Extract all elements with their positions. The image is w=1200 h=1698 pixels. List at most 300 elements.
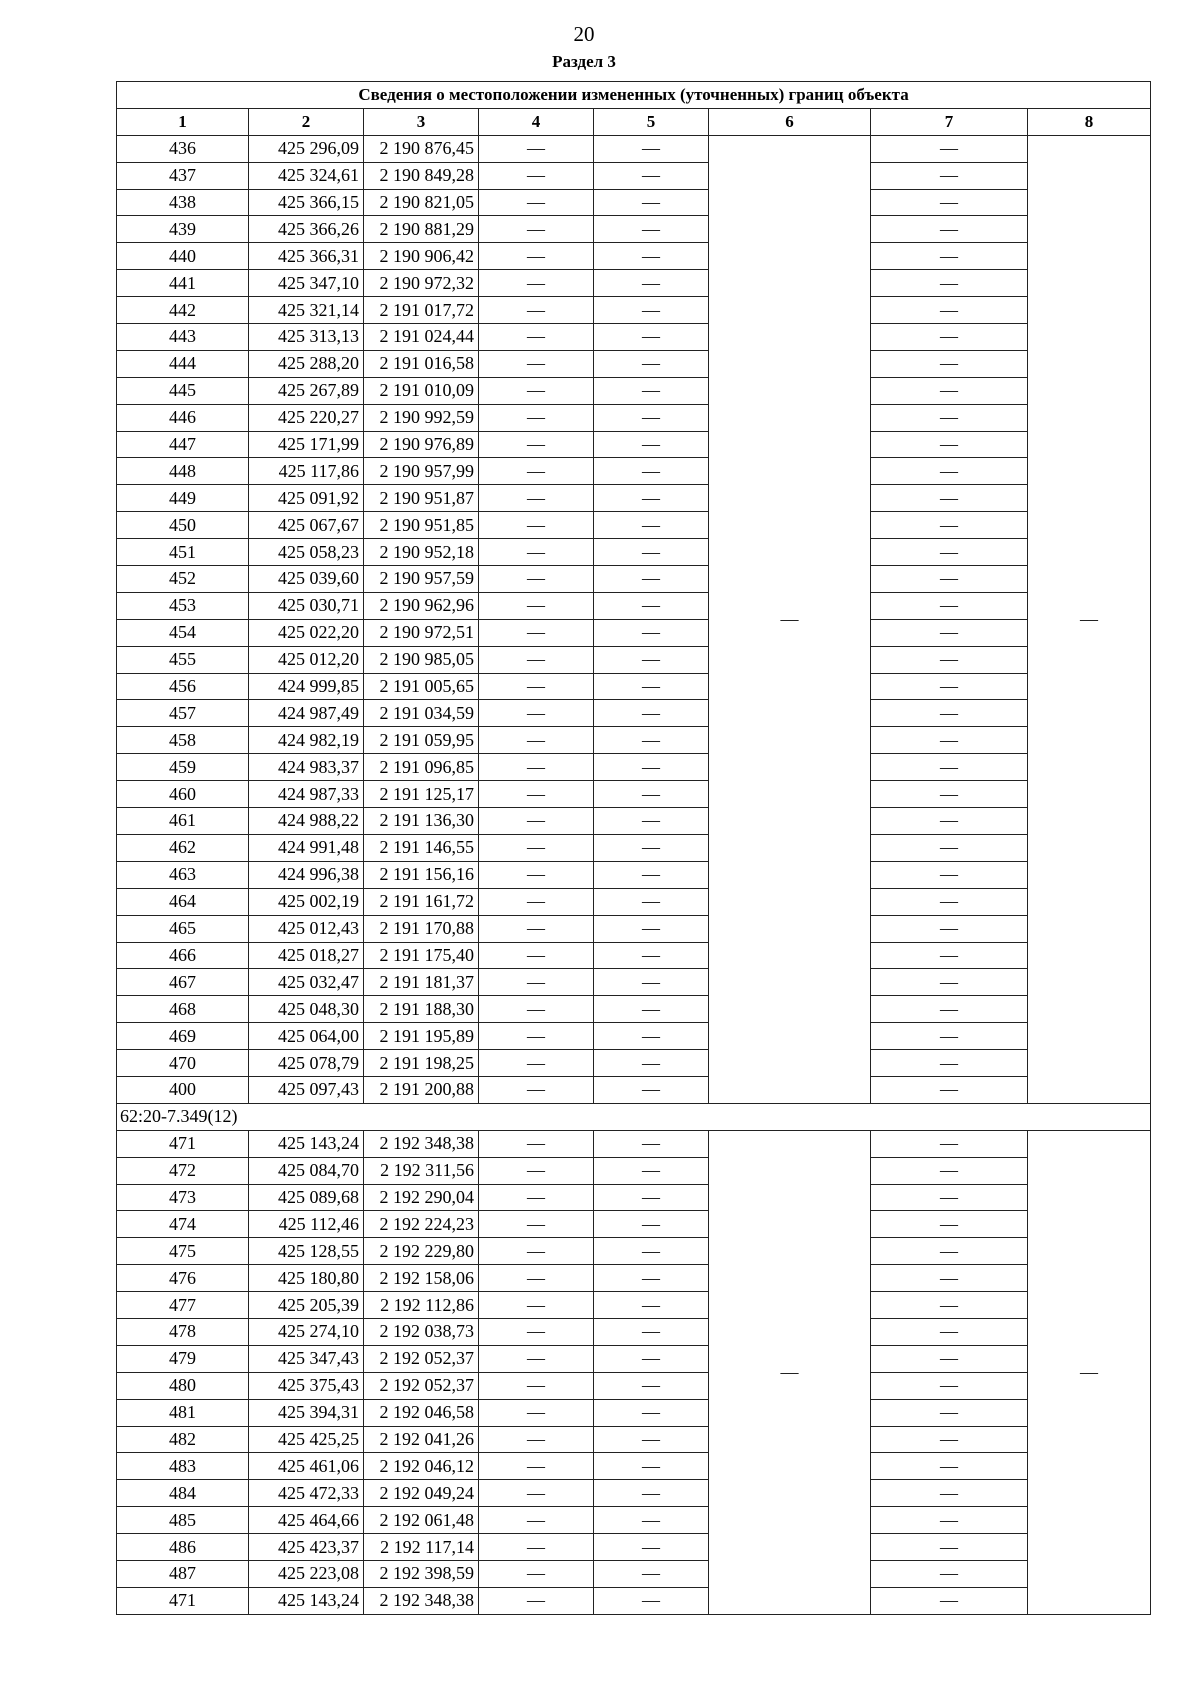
table-row — [117, 350, 1151, 377]
column-4-cell: — — [479, 592, 594, 619]
table-row — [117, 512, 1151, 539]
column-7-cell: — — [871, 135, 1028, 162]
x-coordinate-cell: 425 223,08 — [249, 1560, 364, 1587]
column-5-cell: — — [594, 1560, 709, 1587]
point-number-cell: 454 — [117, 619, 249, 646]
point-number-cell: 471 — [117, 1587, 249, 1614]
column-4-cell: — — [479, 861, 594, 888]
table-row — [117, 1480, 1151, 1507]
x-coordinate-cell: 425 030,71 — [249, 592, 364, 619]
x-coordinate-cell: 425 347,10 — [249, 270, 364, 297]
column-4-cell: — — [479, 350, 594, 377]
y-coordinate-cell: 2 191 010,09 — [364, 377, 479, 404]
column-5-cell: — — [594, 942, 709, 969]
column-4-cell: — — [479, 700, 594, 727]
point-number-cell: 451 — [117, 539, 249, 566]
column-7-cell: — — [871, 458, 1028, 485]
column-4-cell: — — [479, 727, 594, 754]
y-coordinate-cell: 2 192 038,73 — [364, 1318, 479, 1345]
table-row — [117, 566, 1151, 593]
column-header: 2 — [249, 108, 364, 135]
point-number-cell: 439 — [117, 216, 249, 243]
y-coordinate-cell: 2 190 906,42 — [364, 243, 479, 270]
point-number-cell: 436 — [117, 135, 249, 162]
point-number-cell: 465 — [117, 915, 249, 942]
table-row — [117, 888, 1151, 915]
column-7-cell: — — [871, 512, 1028, 539]
y-coordinate-cell: 2 192 224,23 — [364, 1211, 479, 1238]
point-number-cell: 481 — [117, 1399, 249, 1426]
column-4-cell: — — [479, 646, 594, 673]
column-4-cell: — — [479, 1130, 594, 1157]
table-row — [117, 539, 1151, 566]
column-4-cell: — — [479, 1050, 594, 1077]
column-4-cell: — — [479, 996, 594, 1023]
column-5-cell: — — [594, 781, 709, 808]
column-7-cell: — — [871, 969, 1028, 996]
column-7-cell: — — [871, 324, 1028, 351]
column-5-cell: — — [594, 431, 709, 458]
column-5-cell: — — [594, 1184, 709, 1211]
column-5-cell: — — [594, 243, 709, 270]
column-7-cell: — — [871, 270, 1028, 297]
point-number-cell: 486 — [117, 1534, 249, 1561]
y-coordinate-cell: 2 192 117,14 — [364, 1534, 479, 1561]
column-4-cell: — — [479, 1318, 594, 1345]
y-coordinate-cell: 2 192 348,38 — [364, 1130, 479, 1157]
column-7-cell: — — [871, 539, 1028, 566]
point-number-cell: 484 — [117, 1480, 249, 1507]
table-row — [117, 377, 1151, 404]
column-7-cell: — — [871, 834, 1028, 861]
column-7-cell: — — [871, 485, 1028, 512]
x-coordinate-cell: 425 313,13 — [249, 324, 364, 351]
y-coordinate-cell: 2 191 200,88 — [364, 1076, 479, 1103]
column-4-cell: — — [479, 485, 594, 512]
table-row — [117, 808, 1151, 835]
table-row — [117, 592, 1151, 619]
column-5-cell: — — [594, 1318, 709, 1345]
point-number-cell: 438 — [117, 189, 249, 216]
x-coordinate-cell: 425 012,43 — [249, 915, 364, 942]
column-7-cell: — — [871, 700, 1028, 727]
column-4-cell: — — [479, 754, 594, 781]
y-coordinate-cell: 2 191 024,44 — [364, 324, 479, 351]
x-coordinate-cell: 425 472,33 — [249, 1480, 364, 1507]
column-7-cell: — — [871, 1399, 1028, 1426]
x-coordinate-cell: 425 039,60 — [249, 566, 364, 593]
point-number-cell: 470 — [117, 1050, 249, 1077]
table-caption: Сведения о местоположении измененных (уточненных) границ объекта — [117, 82, 1151, 109]
point-number-cell: 487 — [117, 1560, 249, 1587]
x-coordinate-cell: 425 064,00 — [249, 1023, 364, 1050]
y-coordinate-cell: 2 192 229,80 — [364, 1238, 479, 1265]
column-6-merged-cell: — — [709, 135, 871, 1103]
column-4-cell: — — [479, 1265, 594, 1292]
y-coordinate-cell: 2 192 290,04 — [364, 1184, 479, 1211]
table-row — [117, 1318, 1151, 1345]
point-number-cell: 483 — [117, 1453, 249, 1480]
x-coordinate-cell: 424 987,49 — [249, 700, 364, 727]
column-7-cell: — — [871, 297, 1028, 324]
table-row — [117, 431, 1151, 458]
column-4-cell: — — [479, 1507, 594, 1534]
column-4-cell: — — [479, 781, 594, 808]
column-7-cell: — — [871, 646, 1028, 673]
y-coordinate-cell: 2 192 348,38 — [364, 1587, 479, 1614]
x-coordinate-cell: 425 324,61 — [249, 162, 364, 189]
column-5-cell: — — [594, 297, 709, 324]
table-row — [117, 1292, 1151, 1319]
y-coordinate-cell: 2 192 041,26 — [364, 1426, 479, 1453]
point-number-cell: 461 — [117, 808, 249, 835]
table-row — [117, 1076, 1151, 1103]
column-7-cell: — — [871, 915, 1028, 942]
y-coordinate-cell: 2 192 046,58 — [364, 1399, 479, 1426]
point-number-cell: 460 — [117, 781, 249, 808]
column-4-cell: — — [479, 673, 594, 700]
y-coordinate-cell: 2 191 059,95 — [364, 727, 479, 754]
table-row — [117, 458, 1151, 485]
table-row — [117, 1345, 1151, 1372]
column-5-cell: — — [594, 700, 709, 727]
column-5-cell: — — [594, 808, 709, 835]
column-5-cell: — — [594, 1023, 709, 1050]
section-title: Раздел 3 — [552, 52, 616, 71]
x-coordinate-cell: 425 366,31 — [249, 243, 364, 270]
point-number-cell: 444 — [117, 350, 249, 377]
column-5-cell: — — [594, 1238, 709, 1265]
table-row — [117, 162, 1151, 189]
column-header: 4 — [479, 108, 594, 135]
y-coordinate-cell: 2 191 146,55 — [364, 834, 479, 861]
table-row — [117, 324, 1151, 351]
x-coordinate-cell: 425 347,43 — [249, 1345, 364, 1372]
point-number-cell: 475 — [117, 1238, 249, 1265]
x-coordinate-cell: 425 274,10 — [249, 1318, 364, 1345]
point-number-cell: 443 — [117, 324, 249, 351]
column-4-cell: — — [479, 1184, 594, 1211]
y-coordinate-cell: 2 190 985,05 — [364, 646, 479, 673]
column-7-cell: — — [871, 888, 1028, 915]
column-8-merged-cell: — — [1028, 135, 1151, 1103]
column-7-cell: — — [871, 1238, 1028, 1265]
column-5-cell: — — [594, 1453, 709, 1480]
point-number-cell: 463 — [117, 861, 249, 888]
column-header: 5 — [594, 108, 709, 135]
column-7-cell: — — [871, 189, 1028, 216]
y-coordinate-cell: 2 192 046,12 — [364, 1453, 479, 1480]
column-7-cell: — — [871, 1023, 1028, 1050]
column-8-merged-cell: — — [1028, 1130, 1151, 1614]
table-row — [117, 189, 1151, 216]
column-5-cell: — — [594, 566, 709, 593]
column-5-cell: — — [594, 324, 709, 351]
point-number-cell: 455 — [117, 646, 249, 673]
y-coordinate-cell: 2 192 112,86 — [364, 1292, 479, 1319]
x-coordinate-cell: 425 366,15 — [249, 189, 364, 216]
column-7-cell: — — [871, 861, 1028, 888]
table-row — [117, 727, 1151, 754]
y-coordinate-cell: 2 192 049,24 — [364, 1480, 479, 1507]
y-coordinate-cell: 2 191 125,17 — [364, 781, 479, 808]
x-coordinate-cell: 425 112,46 — [249, 1211, 364, 1238]
x-coordinate-cell: 425 394,31 — [249, 1399, 364, 1426]
column-4-cell: — — [479, 377, 594, 404]
column-5-cell: — — [594, 1426, 709, 1453]
table-row — [117, 404, 1151, 431]
table-row — [117, 1265, 1151, 1292]
y-coordinate-cell: 2 191 005,65 — [364, 673, 479, 700]
column-7-cell: — — [871, 1130, 1028, 1157]
y-coordinate-cell: 2 191 034,59 — [364, 700, 479, 727]
table-row — [117, 1507, 1151, 1534]
table-row — [117, 619, 1151, 646]
column-7-cell: — — [871, 673, 1028, 700]
column-7-cell: — — [871, 243, 1028, 270]
column-4-cell: — — [479, 969, 594, 996]
column-7-cell: — — [871, 566, 1028, 593]
column-7-cell: — — [871, 727, 1028, 754]
point-number-cell: 471 — [117, 1130, 249, 1157]
x-coordinate-cell: 425 205,39 — [249, 1292, 364, 1319]
column-7-cell: — — [871, 1050, 1028, 1077]
y-coordinate-cell: 2 191 096,85 — [364, 754, 479, 781]
column-4-cell: — — [479, 189, 594, 216]
column-5-cell: — — [594, 377, 709, 404]
x-coordinate-cell: 425 032,47 — [249, 969, 364, 996]
column-4-cell: — — [479, 1587, 594, 1614]
table-row — [117, 1238, 1151, 1265]
column-5-cell: — — [594, 1050, 709, 1077]
column-7-cell: — — [871, 1211, 1028, 1238]
point-number-cell: 447 — [117, 431, 249, 458]
column-4-cell: — — [479, 512, 594, 539]
x-coordinate-cell: 424 999,85 — [249, 673, 364, 700]
column-4-cell: — — [479, 1023, 594, 1050]
table-row — [117, 754, 1151, 781]
column-5-cell: — — [594, 861, 709, 888]
column-7-cell: — — [871, 162, 1028, 189]
column-5-cell: — — [594, 350, 709, 377]
column-7-cell: — — [871, 216, 1028, 243]
column-5-cell: — — [594, 1507, 709, 1534]
x-coordinate-cell: 425 366,26 — [249, 216, 364, 243]
x-coordinate-cell: 425 423,37 — [249, 1534, 364, 1561]
column-7-cell: — — [871, 1453, 1028, 1480]
y-coordinate-cell: 2 190 962,96 — [364, 592, 479, 619]
x-coordinate-cell: 425 321,14 — [249, 297, 364, 324]
x-coordinate-cell: 425 267,89 — [249, 377, 364, 404]
y-coordinate-cell: 2 191 017,72 — [364, 297, 479, 324]
x-coordinate-cell: 425 171,99 — [249, 431, 364, 458]
y-coordinate-cell: 2 190 881,29 — [364, 216, 479, 243]
table-row — [117, 969, 1151, 996]
y-coordinate-cell: 2 191 161,72 — [364, 888, 479, 915]
column-5-cell: — — [594, 834, 709, 861]
y-coordinate-cell: 2 191 195,89 — [364, 1023, 479, 1050]
point-number-cell: 482 — [117, 1426, 249, 1453]
x-coordinate-cell: 425 220,27 — [249, 404, 364, 431]
point-number-cell: 478 — [117, 1318, 249, 1345]
table-row — [117, 1534, 1151, 1561]
x-coordinate-cell: 425 084,70 — [249, 1157, 364, 1184]
point-number-cell: 441 — [117, 270, 249, 297]
point-number-cell: 457 — [117, 700, 249, 727]
point-number-cell: 466 — [117, 942, 249, 969]
y-coordinate-cell: 2 192 311,56 — [364, 1157, 479, 1184]
column-7-cell: — — [871, 1265, 1028, 1292]
column-4-cell: — — [479, 431, 594, 458]
point-number-cell: 442 — [117, 297, 249, 324]
x-coordinate-cell: 424 987,33 — [249, 781, 364, 808]
column-7-cell: — — [871, 1507, 1028, 1534]
y-coordinate-cell: 2 192 158,06 — [364, 1265, 479, 1292]
column-7-cell: — — [871, 1157, 1028, 1184]
y-coordinate-cell: 2 192 061,48 — [364, 1507, 479, 1534]
y-coordinate-cell: 2 192 052,37 — [364, 1372, 479, 1399]
column-5-cell: — — [594, 512, 709, 539]
column-4-cell: — — [479, 1211, 594, 1238]
y-coordinate-cell: 2 190 849,28 — [364, 162, 479, 189]
table-row — [117, 485, 1151, 512]
x-coordinate-cell: 425 089,68 — [249, 1184, 364, 1211]
column-header: 1 — [117, 108, 249, 135]
table-row — [117, 834, 1151, 861]
column-4-cell: — — [479, 1238, 594, 1265]
column-7-cell: — — [871, 1076, 1028, 1103]
column-4-cell: — — [479, 324, 594, 351]
y-coordinate-cell: 2 191 188,30 — [364, 996, 479, 1023]
point-number-cell: 459 — [117, 754, 249, 781]
y-coordinate-cell: 2 191 181,37 — [364, 969, 479, 996]
y-coordinate-cell: 2 190 957,59 — [364, 566, 479, 593]
column-4-cell: — — [479, 162, 594, 189]
point-number-cell: 485 — [117, 1507, 249, 1534]
point-number-cell: 462 — [117, 834, 249, 861]
table-row — [117, 1157, 1151, 1184]
table-row — [117, 673, 1151, 700]
table-row — [117, 270, 1151, 297]
column-5-cell: — — [594, 270, 709, 297]
column-5-cell: — — [594, 1372, 709, 1399]
column-5-cell: — — [594, 888, 709, 915]
column-7-cell: — — [871, 808, 1028, 835]
point-number-cell: 468 — [117, 996, 249, 1023]
column-7-cell: — — [871, 1560, 1028, 1587]
column-7-cell: — — [871, 377, 1028, 404]
table-row — [117, 646, 1151, 673]
column-5-cell: — — [594, 915, 709, 942]
column-5-cell: — — [594, 539, 709, 566]
column-5-cell: — — [594, 1211, 709, 1238]
column-4-cell: — — [479, 1534, 594, 1561]
table-row — [117, 1184, 1151, 1211]
column-4-cell: — — [479, 458, 594, 485]
column-5-cell: — — [594, 1534, 709, 1561]
column-5-cell: — — [594, 135, 709, 162]
y-coordinate-cell: 2 190 957,99 — [364, 458, 479, 485]
x-coordinate-cell: 425 128,55 — [249, 1238, 364, 1265]
column-5-cell: — — [594, 592, 709, 619]
x-coordinate-cell: 425 078,79 — [249, 1050, 364, 1077]
column-5-cell: — — [594, 1157, 709, 1184]
point-number-cell: 474 — [117, 1211, 249, 1238]
column-4-cell: — — [479, 297, 594, 324]
column-4-cell: — — [479, 1480, 594, 1507]
x-coordinate-cell: 424 996,38 — [249, 861, 364, 888]
column-5-cell: — — [594, 1587, 709, 1614]
column-7-cell: — — [871, 942, 1028, 969]
table-row — [117, 135, 1151, 162]
point-number-cell: 469 — [117, 1023, 249, 1050]
column-7-cell: — — [871, 1292, 1028, 1319]
column-header: 6 — [709, 108, 871, 135]
column-7-cell: — — [871, 350, 1028, 377]
x-coordinate-cell: 425 461,06 — [249, 1453, 364, 1480]
y-coordinate-cell: 2 190 821,05 — [364, 189, 479, 216]
column-7-cell: — — [871, 996, 1028, 1023]
column-5-cell: — — [594, 1265, 709, 1292]
column-4-cell: — — [479, 243, 594, 270]
column-5-cell: — — [594, 1399, 709, 1426]
column-5-cell: — — [594, 1076, 709, 1103]
table-row — [117, 243, 1151, 270]
table-row — [117, 297, 1151, 324]
x-coordinate-cell: 425 464,66 — [249, 1507, 364, 1534]
column-5-cell: — — [594, 754, 709, 781]
point-number-cell: 440 — [117, 243, 249, 270]
x-coordinate-cell: 425 143,24 — [249, 1587, 364, 1614]
point-number-cell: 450 — [117, 512, 249, 539]
y-coordinate-cell: 2 192 398,59 — [364, 1560, 479, 1587]
point-number-cell: 467 — [117, 969, 249, 996]
column-7-cell: — — [871, 1345, 1028, 1372]
point-number-cell: 479 — [117, 1345, 249, 1372]
x-coordinate-cell: 425 143,24 — [249, 1130, 364, 1157]
table-row — [117, 1130, 1151, 1157]
point-number-cell: 446 — [117, 404, 249, 431]
table-row — [117, 216, 1151, 243]
table-row — [117, 1023, 1151, 1050]
column-4-cell: — — [479, 270, 594, 297]
column-7-cell: — — [871, 1372, 1028, 1399]
y-coordinate-cell: 2 190 992,59 — [364, 404, 479, 431]
y-coordinate-cell: 2 191 016,58 — [364, 350, 479, 377]
y-coordinate-cell: 2 191 175,40 — [364, 942, 479, 969]
column-5-cell: — — [594, 996, 709, 1023]
column-5-cell: — — [594, 162, 709, 189]
table-row — [117, 1453, 1151, 1480]
x-coordinate-cell: 425 022,20 — [249, 619, 364, 646]
column-7-cell: — — [871, 431, 1028, 458]
point-number-cell: 437 — [117, 162, 249, 189]
column-7-cell: — — [871, 781, 1028, 808]
point-number-cell: 400 — [117, 1076, 249, 1103]
column-7-cell: — — [871, 1534, 1028, 1561]
y-coordinate-cell: 2 190 976,89 — [364, 431, 479, 458]
x-coordinate-cell: 425 117,86 — [249, 458, 364, 485]
column-7-cell: — — [871, 1587, 1028, 1614]
column-4-cell: — — [479, 1426, 594, 1453]
point-number-cell: 452 — [117, 566, 249, 593]
point-number-cell: 445 — [117, 377, 249, 404]
point-number-cell: 448 — [117, 458, 249, 485]
column-7-cell: — — [871, 404, 1028, 431]
column-5-cell: — — [594, 673, 709, 700]
column-4-cell: — — [479, 834, 594, 861]
x-coordinate-cell: 425 091,92 — [249, 485, 364, 512]
